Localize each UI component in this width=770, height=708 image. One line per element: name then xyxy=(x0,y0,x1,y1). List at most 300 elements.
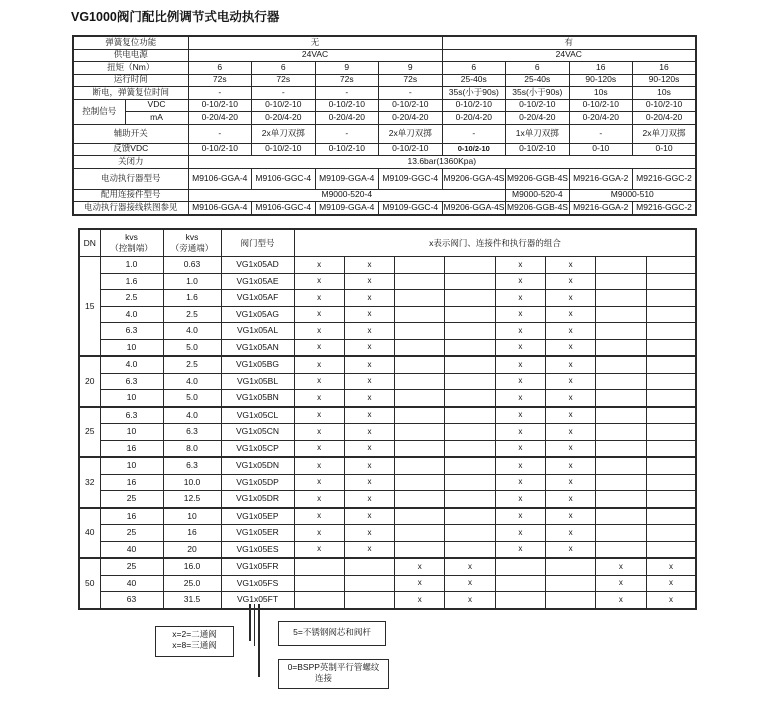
kvs-bypass-cell: 16 xyxy=(163,525,221,542)
spec-row xyxy=(73,189,696,202)
combo-mark-cell xyxy=(395,440,445,457)
spec-value: 0-10/2-10 xyxy=(379,143,443,156)
spec-value: 0-20/4-20 xyxy=(379,112,443,125)
spec-value: 72s xyxy=(315,74,379,87)
spec-value: M9206-GGB-4S xyxy=(506,202,570,216)
spec-value: M9106-GGA-4 xyxy=(188,202,252,216)
valve-row xyxy=(79,541,696,558)
combo-mark-cell xyxy=(395,273,445,290)
combo-mark-cell: x xyxy=(294,373,344,390)
combo-mark-cell: x xyxy=(344,474,394,491)
spec-value: 6 xyxy=(442,62,506,75)
valve-model-cell: VG1x05FS xyxy=(221,575,294,592)
stainless-note-text: 5=不锈钢阀芯和阀杆 xyxy=(293,627,371,637)
kvs-control-cell: 40 xyxy=(100,541,163,558)
spec-value: 2x单刀双掷 xyxy=(379,124,443,143)
spec-value: M9109-GGA-4 xyxy=(315,168,379,189)
spec-value: 6 xyxy=(188,62,252,75)
combo-mark-cell: x xyxy=(294,440,344,457)
combo-mark-cell xyxy=(646,508,696,525)
valve-table-header-row xyxy=(79,229,696,257)
combo-mark-cell xyxy=(596,323,646,340)
combo-mark-cell: x xyxy=(495,407,545,424)
combo-mark-cell: x xyxy=(294,273,344,290)
spec-row-label: 扭矩（Nm） xyxy=(73,62,188,75)
combo-mark-cell xyxy=(596,508,646,525)
combo-mark-cell: x xyxy=(294,390,344,407)
spec-value: 72s xyxy=(379,74,443,87)
kvs-bypass-cell: 4.0 xyxy=(163,323,221,340)
bspp-note-box xyxy=(278,659,389,689)
combo-mark-cell xyxy=(646,257,696,274)
combo-mark-cell xyxy=(445,390,495,407)
combo-mark-cell xyxy=(495,558,545,575)
combo-mark-cell xyxy=(445,491,495,508)
combo-mark-cell: x xyxy=(545,356,595,373)
spec-value: 90-120s xyxy=(569,74,633,87)
valve-row xyxy=(79,525,696,542)
combo-mark-cell: x xyxy=(344,491,394,508)
spec-row xyxy=(73,74,696,87)
combo-mark-cell xyxy=(395,424,445,441)
kvs-control-header: kvs （控制端） xyxy=(100,229,163,257)
combo-mark-cell xyxy=(294,558,344,575)
spec-row-label: 弹簧复位功能 xyxy=(73,36,188,49)
kvs-bypass-cell: 5.0 xyxy=(163,390,221,407)
spec-value: - xyxy=(252,87,316,100)
dn-header: DN xyxy=(79,229,100,257)
combo-mark-cell xyxy=(294,575,344,592)
spec-value: 0-10/2-10 xyxy=(506,143,570,156)
combo-mark-cell xyxy=(395,390,445,407)
combo-mark-cell: x xyxy=(545,373,595,390)
kvs-bypass-header: kvs （旁通端） xyxy=(163,229,221,257)
spec-value: 0-10/2-10 xyxy=(315,99,379,112)
combo-mark-cell xyxy=(395,457,445,474)
kvs-control-cell: 16 xyxy=(100,474,163,491)
spec-value: 0-10/2-10 xyxy=(569,99,633,112)
spec-value: M9216-GGA-2 xyxy=(569,168,633,189)
kvs-control-cell: 6.3 xyxy=(100,407,163,424)
combo-mark-cell: x xyxy=(294,457,344,474)
spec-value: 0-10/2-10 xyxy=(379,99,443,112)
combo-mark-cell: x xyxy=(344,525,394,542)
combo-mark-cell xyxy=(395,474,445,491)
combo-mark-cell: x xyxy=(445,592,495,609)
spec-value: 2x单刀双掷 xyxy=(252,124,316,143)
combo-mark-cell: x xyxy=(495,273,545,290)
kvs-bypass-cell: 4.0 xyxy=(163,373,221,390)
combo-mark-cell xyxy=(596,306,646,323)
spec-value: 2x单刀双掷 xyxy=(633,124,697,143)
combo-mark-cell xyxy=(646,290,696,307)
combo-mark-cell: x xyxy=(596,558,646,575)
combo-mark-cell: x xyxy=(344,306,394,323)
combo-mark-cell: x xyxy=(545,440,595,457)
valve-model-cell: VG1x05CN xyxy=(221,424,294,441)
valve-row xyxy=(79,474,696,491)
combo-mark-cell: x xyxy=(596,592,646,609)
spec-value: 0-10 xyxy=(569,143,633,156)
combo-mark-cell: x xyxy=(596,575,646,592)
valve-type-note-line1: x=2=二通阀 xyxy=(172,629,217,639)
kvs-bypass-cell: 1.0 xyxy=(163,273,221,290)
valve-row xyxy=(79,339,696,356)
valve-type-note-line2: x=8=三通阀 xyxy=(172,640,217,651)
spec-value: M9109-GGA-4 xyxy=(315,202,379,216)
spec-value: 90-120s xyxy=(633,74,697,87)
combo-mark-cell xyxy=(445,273,495,290)
combo-mark-cell xyxy=(344,558,394,575)
combo-mark-cell xyxy=(495,592,545,609)
spec-value: 0-10/2-10 xyxy=(633,99,697,112)
combo-mark-cell: x xyxy=(344,424,394,441)
combo-mark-cell xyxy=(596,525,646,542)
spec-row-label: VDC xyxy=(125,99,188,112)
valve-model-cell: VG1x05BL xyxy=(221,373,294,390)
combo-mark-cell xyxy=(646,525,696,542)
combo-mark-cell: x xyxy=(545,407,595,424)
combo-mark-cell: x xyxy=(545,525,595,542)
kvs-control-cell: 16 xyxy=(100,440,163,457)
combo-mark-cell xyxy=(596,257,646,274)
combo-mark-cell xyxy=(646,323,696,340)
spec-row-label: 关闭力 xyxy=(73,156,188,169)
combo-mark-cell xyxy=(646,491,696,508)
valve-row xyxy=(79,257,696,274)
spec-value: - xyxy=(188,87,252,100)
valve-row xyxy=(79,491,696,508)
kvs-control-cell: 4.0 xyxy=(100,306,163,323)
combo-mark-cell: x xyxy=(545,541,595,558)
spec-row xyxy=(73,99,696,112)
spec-value: - xyxy=(315,124,379,143)
valve-model-cell: VG1x05FR xyxy=(221,558,294,575)
combo-mark-cell: x xyxy=(495,323,545,340)
combo-mark-cell: x xyxy=(344,457,394,474)
combo-mark-cell xyxy=(596,290,646,307)
combo-mark-cell: x xyxy=(495,290,545,307)
kvs-control-cell: 10 xyxy=(100,390,163,407)
combo-mark-cell: x xyxy=(344,339,394,356)
kvs-control-cell: 16 xyxy=(100,508,163,525)
valve-model-cell: VG1x05ES xyxy=(221,541,294,558)
combo-mark-cell xyxy=(646,541,696,558)
combo-mark-cell xyxy=(344,592,394,609)
spec-value: 25-40s xyxy=(506,74,570,87)
spec-row-label: 电动执行器型号 xyxy=(73,168,188,189)
spec-value: 72s xyxy=(188,74,252,87)
spec-value: 35s(小于90s) xyxy=(442,87,506,100)
combo-mark-cell: x xyxy=(294,257,344,274)
dn-cell: 20 xyxy=(79,356,100,407)
combo-mark-cell: x xyxy=(495,541,545,558)
combo-mark-cell: x xyxy=(395,558,445,575)
spec-row-label: 辅助开关 xyxy=(73,124,188,143)
combo-mark-cell xyxy=(395,541,445,558)
combination-header: x表示阀门、连接件和执行器的组合 xyxy=(294,229,696,257)
combo-mark-cell: x xyxy=(495,257,545,274)
spec-row xyxy=(73,36,696,49)
spec-row xyxy=(73,156,696,169)
combo-mark-cell xyxy=(445,541,495,558)
combo-mark-cell: x xyxy=(545,306,595,323)
spec-value: 0-20/4-20 xyxy=(442,112,506,125)
spec-value: 24VAC xyxy=(188,49,442,62)
spec-value: 25-40s xyxy=(442,74,506,87)
combo-mark-cell xyxy=(395,491,445,508)
spec-value: 13.6bar(1360Kpa) xyxy=(188,156,696,169)
spec-value: M9109-GGC-4 xyxy=(379,168,443,189)
combo-mark-cell: x xyxy=(495,508,545,525)
combo-mark-cell: x xyxy=(294,525,344,542)
kvs-control-cell: 10 xyxy=(100,424,163,441)
valve-model-cell: VG1x05ER xyxy=(221,525,294,542)
spec-value: 0-20/4-20 xyxy=(252,112,316,125)
combo-mark-cell xyxy=(646,474,696,491)
spec-value: 0-10/2-10 xyxy=(188,99,252,112)
valve-row xyxy=(79,290,696,307)
valve-model-cell: VG1x05BN xyxy=(221,390,294,407)
spec-row-label: 供电电源 xyxy=(73,49,188,62)
valve-row xyxy=(79,273,696,290)
combo-mark-cell: x xyxy=(344,390,394,407)
spec-table-body xyxy=(73,36,696,215)
combo-mark-cell: x xyxy=(344,257,394,274)
valve-model-cell: VG1x05AG xyxy=(221,306,294,323)
combo-mark-cell xyxy=(646,356,696,373)
combo-mark-cell xyxy=(596,541,646,558)
spec-row-label: 反馈VDC xyxy=(73,143,188,156)
spec-value: M9106-GGC-4 xyxy=(252,168,316,189)
dn-cell: 32 xyxy=(79,457,100,508)
spec-value: M9216-GGC-2 xyxy=(633,202,697,216)
spec-row xyxy=(73,143,696,156)
actuator-spec-table xyxy=(72,35,697,216)
valve-type-note-box xyxy=(155,626,234,657)
combo-mark-cell xyxy=(646,390,696,407)
spec-value: M9216-GGA-2 xyxy=(569,202,633,216)
valve-table-body xyxy=(79,229,696,609)
bspp-note-line2: 连接 xyxy=(315,673,333,684)
combo-mark-cell: x xyxy=(495,390,545,407)
spec-row xyxy=(73,62,696,75)
spec-row-label: 运行时间 xyxy=(73,74,188,87)
combo-mark-cell xyxy=(395,339,445,356)
kvs-bypass-cell: 4.0 xyxy=(163,407,221,424)
spec-value: 10s xyxy=(569,87,633,100)
combo-mark-cell: x xyxy=(294,407,344,424)
kvs-bypass-cell: 25.0 xyxy=(163,575,221,592)
combo-mark-cell xyxy=(596,373,646,390)
combo-mark-cell xyxy=(596,457,646,474)
combo-mark-cell xyxy=(596,474,646,491)
spec-value: 0-10/2-10 xyxy=(442,99,506,112)
spec-row xyxy=(73,124,696,143)
valve-model-cell: VG1x05CL xyxy=(221,407,294,424)
combo-mark-cell xyxy=(445,257,495,274)
valve-row xyxy=(79,508,696,525)
combo-mark-cell: x xyxy=(545,457,595,474)
spec-row xyxy=(73,112,696,125)
spec-value: M9206-GGA-4S xyxy=(442,202,506,216)
spec-value: 72s xyxy=(252,74,316,87)
spec-value: M9206-GGA-4S xyxy=(442,168,506,189)
spec-value: - xyxy=(315,87,379,100)
kvs-bypass-cell: 2.5 xyxy=(163,356,221,373)
spec-value: M9206-GGB-4S xyxy=(506,168,570,189)
combo-mark-cell: x xyxy=(495,474,545,491)
combo-mark-cell xyxy=(395,257,445,274)
valve-row xyxy=(79,575,696,592)
combo-mark-cell xyxy=(445,474,495,491)
valve-model-cell: VG1x05DP xyxy=(221,474,294,491)
combo-mark-cell: x xyxy=(344,290,394,307)
combo-mark-cell xyxy=(646,457,696,474)
spec-value: 0-10/2-10 xyxy=(252,143,316,156)
spec-value: M9106-GGC-4 xyxy=(252,202,316,216)
combo-mark-cell xyxy=(646,440,696,457)
valve-model-cell: VG1x05AL xyxy=(221,323,294,340)
combo-mark-cell: x xyxy=(395,575,445,592)
kvs-bypass-cell: 6.3 xyxy=(163,457,221,474)
kvs-bypass-cell: 10.0 xyxy=(163,474,221,491)
spec-row xyxy=(73,202,696,216)
combo-mark-cell: x xyxy=(294,356,344,373)
combo-mark-cell: x xyxy=(495,339,545,356)
combo-mark-cell xyxy=(596,273,646,290)
combo-mark-cell xyxy=(445,306,495,323)
spec-value: 无 xyxy=(188,36,442,49)
valve-model-cell: VG1x05AD xyxy=(221,257,294,274)
valve-row xyxy=(79,440,696,457)
spec-value: 0-20/4-20 xyxy=(506,112,570,125)
kvs-control-cell: 2.5 xyxy=(100,290,163,307)
combo-mark-cell xyxy=(395,508,445,525)
valve-combination-table xyxy=(78,228,697,610)
valve-row xyxy=(79,323,696,340)
combo-mark-cell: x xyxy=(294,491,344,508)
combo-mark-cell xyxy=(395,356,445,373)
combo-mark-cell xyxy=(646,339,696,356)
kvs-bypass-cell: 2.5 xyxy=(163,306,221,323)
combo-mark-cell: x xyxy=(294,424,344,441)
valve-row xyxy=(79,424,696,441)
combo-mark-cell: x xyxy=(344,508,394,525)
stainless-note-box xyxy=(278,621,386,646)
kvs-bypass-cell: 5.0 xyxy=(163,339,221,356)
spec-value: M9109-GGC-4 xyxy=(379,202,443,216)
spec-value: 16 xyxy=(569,62,633,75)
kvs-control-cell: 1.6 xyxy=(100,273,163,290)
combo-mark-cell: x xyxy=(545,273,595,290)
combo-mark-cell xyxy=(596,339,646,356)
spec-row-label: 断电，弹簧复位时间 xyxy=(73,87,188,100)
valve-model-cell: VG1x05DR xyxy=(221,491,294,508)
kvs-control-cell: 6.3 xyxy=(100,323,163,340)
combo-mark-cell: x xyxy=(294,290,344,307)
spec-value: M9216-GGC-2 xyxy=(633,168,697,189)
combo-mark-cell xyxy=(495,575,545,592)
combo-mark-cell: x xyxy=(294,339,344,356)
leader-line-0 xyxy=(254,604,256,646)
kvs-control-cell: 40 xyxy=(100,575,163,592)
combo-mark-cell: x xyxy=(545,508,595,525)
dn-cell: 50 xyxy=(79,558,100,609)
spec-row-label: 控制信号 xyxy=(73,99,125,124)
combo-mark-cell: x xyxy=(344,356,394,373)
combo-mark-cell xyxy=(545,575,595,592)
combo-mark-cell xyxy=(596,440,646,457)
combo-mark-cell xyxy=(596,424,646,441)
dn-cell: 25 xyxy=(79,407,100,458)
spec-value: 9 xyxy=(315,62,379,75)
combo-mark-cell xyxy=(596,390,646,407)
combo-mark-cell: x xyxy=(294,474,344,491)
valve-model-cell: VG1x05FT xyxy=(221,592,294,609)
combo-mark-cell: x xyxy=(445,558,495,575)
page-title: VG1000阀门配比例调节式电动执行器 xyxy=(71,10,280,24)
combo-mark-cell xyxy=(294,592,344,609)
valve-model-cell: VG1x05DN xyxy=(221,457,294,474)
combo-mark-cell xyxy=(646,273,696,290)
spec-row xyxy=(73,49,696,62)
combo-mark-cell xyxy=(395,407,445,424)
spec-value: 0-10/2-10 xyxy=(506,99,570,112)
spec-value: 24VAC xyxy=(442,49,696,62)
combo-mark-cell: x xyxy=(545,339,595,356)
combo-mark-cell: x xyxy=(344,440,394,457)
spec-value: 0-10/2-10 xyxy=(188,143,252,156)
spec-value: 0-20/4-20 xyxy=(315,112,379,125)
spec-value: 0-20/4-20 xyxy=(188,112,252,125)
leader-line-x xyxy=(249,604,251,641)
combo-mark-cell: x xyxy=(646,558,696,575)
kvs-bypass-cell: 31.5 xyxy=(163,592,221,609)
spec-value: 0-20/4-20 xyxy=(569,112,633,125)
combo-mark-cell xyxy=(445,525,495,542)
combo-mark-cell: x xyxy=(545,474,595,491)
combo-mark-cell: x xyxy=(495,424,545,441)
valve-model-cell: VG1x05AE xyxy=(221,273,294,290)
combo-mark-cell xyxy=(445,407,495,424)
bspp-note-line1: 0=BSPP英制平行管螺纹 xyxy=(287,662,380,672)
combo-mark-cell: x xyxy=(495,457,545,474)
kvs-control-cell: 25 xyxy=(100,525,163,542)
combo-mark-cell xyxy=(596,356,646,373)
combo-mark-cell: x xyxy=(545,323,595,340)
valve-row xyxy=(79,356,696,373)
combo-mark-cell xyxy=(344,575,394,592)
combo-mark-cell: x xyxy=(545,491,595,508)
kvs-bypass-cell: 6.3 xyxy=(163,424,221,441)
spec-value: 10s xyxy=(633,87,697,100)
valve-row xyxy=(79,306,696,323)
combo-mark-cell xyxy=(445,440,495,457)
combo-mark-cell: x xyxy=(495,525,545,542)
combo-mark-cell xyxy=(395,306,445,323)
combo-mark-cell: x xyxy=(545,424,595,441)
valve-row xyxy=(79,390,696,407)
spec-value: 有 xyxy=(442,36,696,49)
spec-value: 6 xyxy=(506,62,570,75)
kvs-control-cell: 1.0 xyxy=(100,257,163,274)
leader-line-5 xyxy=(258,604,260,677)
kvs-control-cell: 25 xyxy=(100,558,163,575)
spec-value: M9000-510 xyxy=(569,189,696,202)
valve-row xyxy=(79,457,696,474)
spec-value: 16 xyxy=(633,62,697,75)
